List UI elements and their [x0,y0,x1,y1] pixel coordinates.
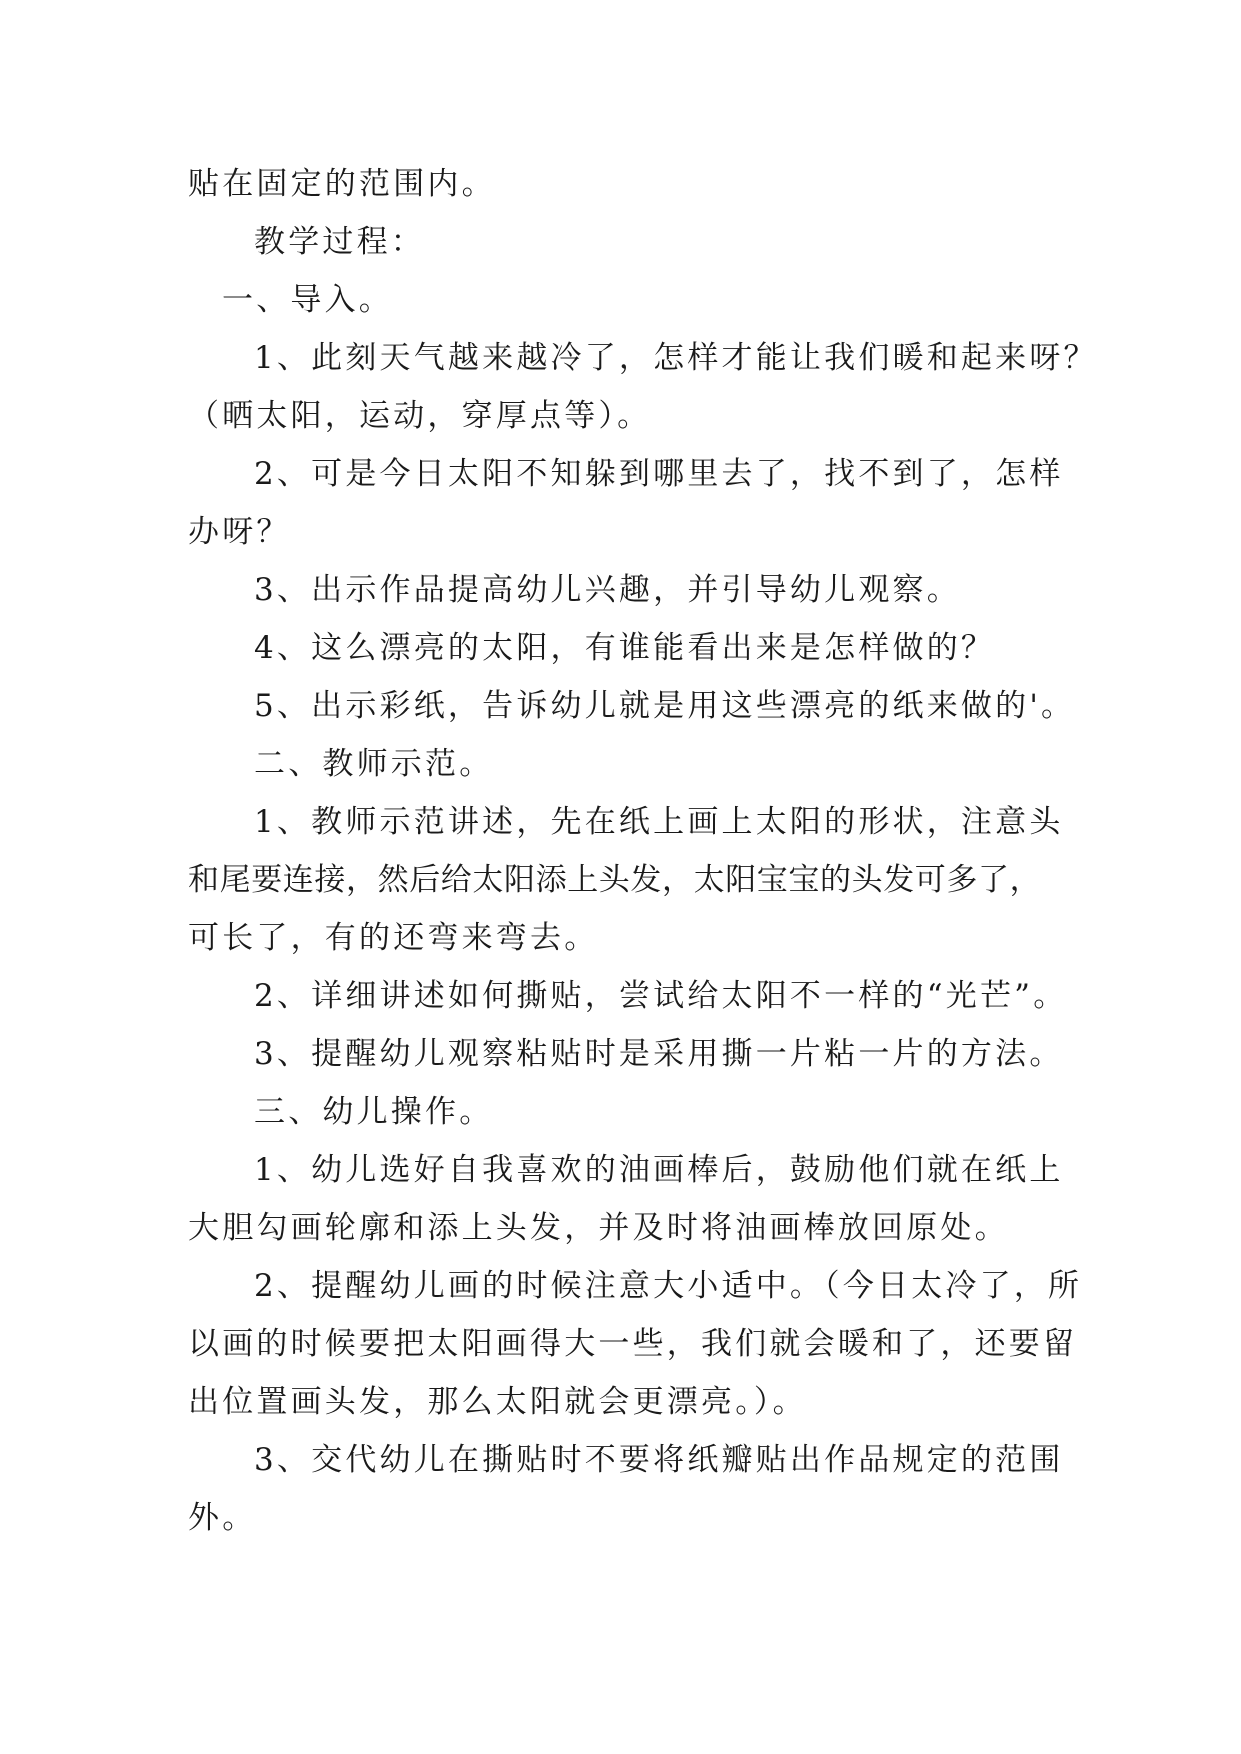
text-line: 大胆勾画轮廓和添上头发，并及时将油画棒放回原处。 [188,1210,1009,1246]
text-line: 和尾要连接，然后给太阳添上头发，太阳宝宝的头发可多了， [188,862,1042,898]
section-heading: 二、教师示范。 [254,746,494,782]
text-line: 外。 [188,1500,257,1536]
text-line: 以画的时候要把太阳画得大一些，我们就会暖和了，还要留 [188,1326,1078,1362]
section-heading: 教学过程： [254,224,425,260]
text-line: 出位置画头发，那么太阳就会更漂亮。）。 [188,1384,807,1420]
text-line: 贴在固定的范围内。 [188,166,496,202]
section-heading: 三、幼儿操作。 [254,1094,494,1130]
text-line: 3、出示作品提高幼儿兴趣，并引导幼儿观察。 [254,572,961,608]
text-line: 3、提醒幼儿观察粘贴时是采用撕一片粘一片的方法。 [254,1036,1064,1072]
text-line: （晒太阳，运动，穿厚点等）。 [188,398,652,434]
section-heading: 一、导入。 [222,282,393,318]
text-line: 1、此刻天气越来越冷了，怎样才能让我们暖和起来呀？ [254,340,1098,376]
text-line: 2、可是今日太阳不知躲到哪里去了，找不到了，怎样 [254,456,1064,492]
text-line: 1、幼儿选好自我喜欢的油画棒后，鼓励他们就在纸上 [254,1152,1064,1188]
text-line: 办呀？ [188,514,291,550]
text-line: 3、交代幼儿在撕贴时不要将纸瓣贴出作品规定的范围 [254,1442,1064,1478]
text-line: 4、这么漂亮的太阳，有谁能看出来是怎样做的？ [254,630,996,666]
text-line: 5、出示彩纸，告诉幼儿就是用这些漂亮的纸来做的'。 [254,688,1076,724]
text-line: 可长了，有的还弯来弯去。 [188,920,599,956]
text-line: 1、教师示范讲述，先在纸上画上太阳的形状，注意头 [254,804,1064,840]
text-line: 2、详细讲述如何撕贴，尝试给太阳不一样的“光芒”。 [254,978,1068,1014]
text-line: 2、提醒幼儿画的时候注意大小适中。（今日太冷了，所 [254,1268,1083,1304]
